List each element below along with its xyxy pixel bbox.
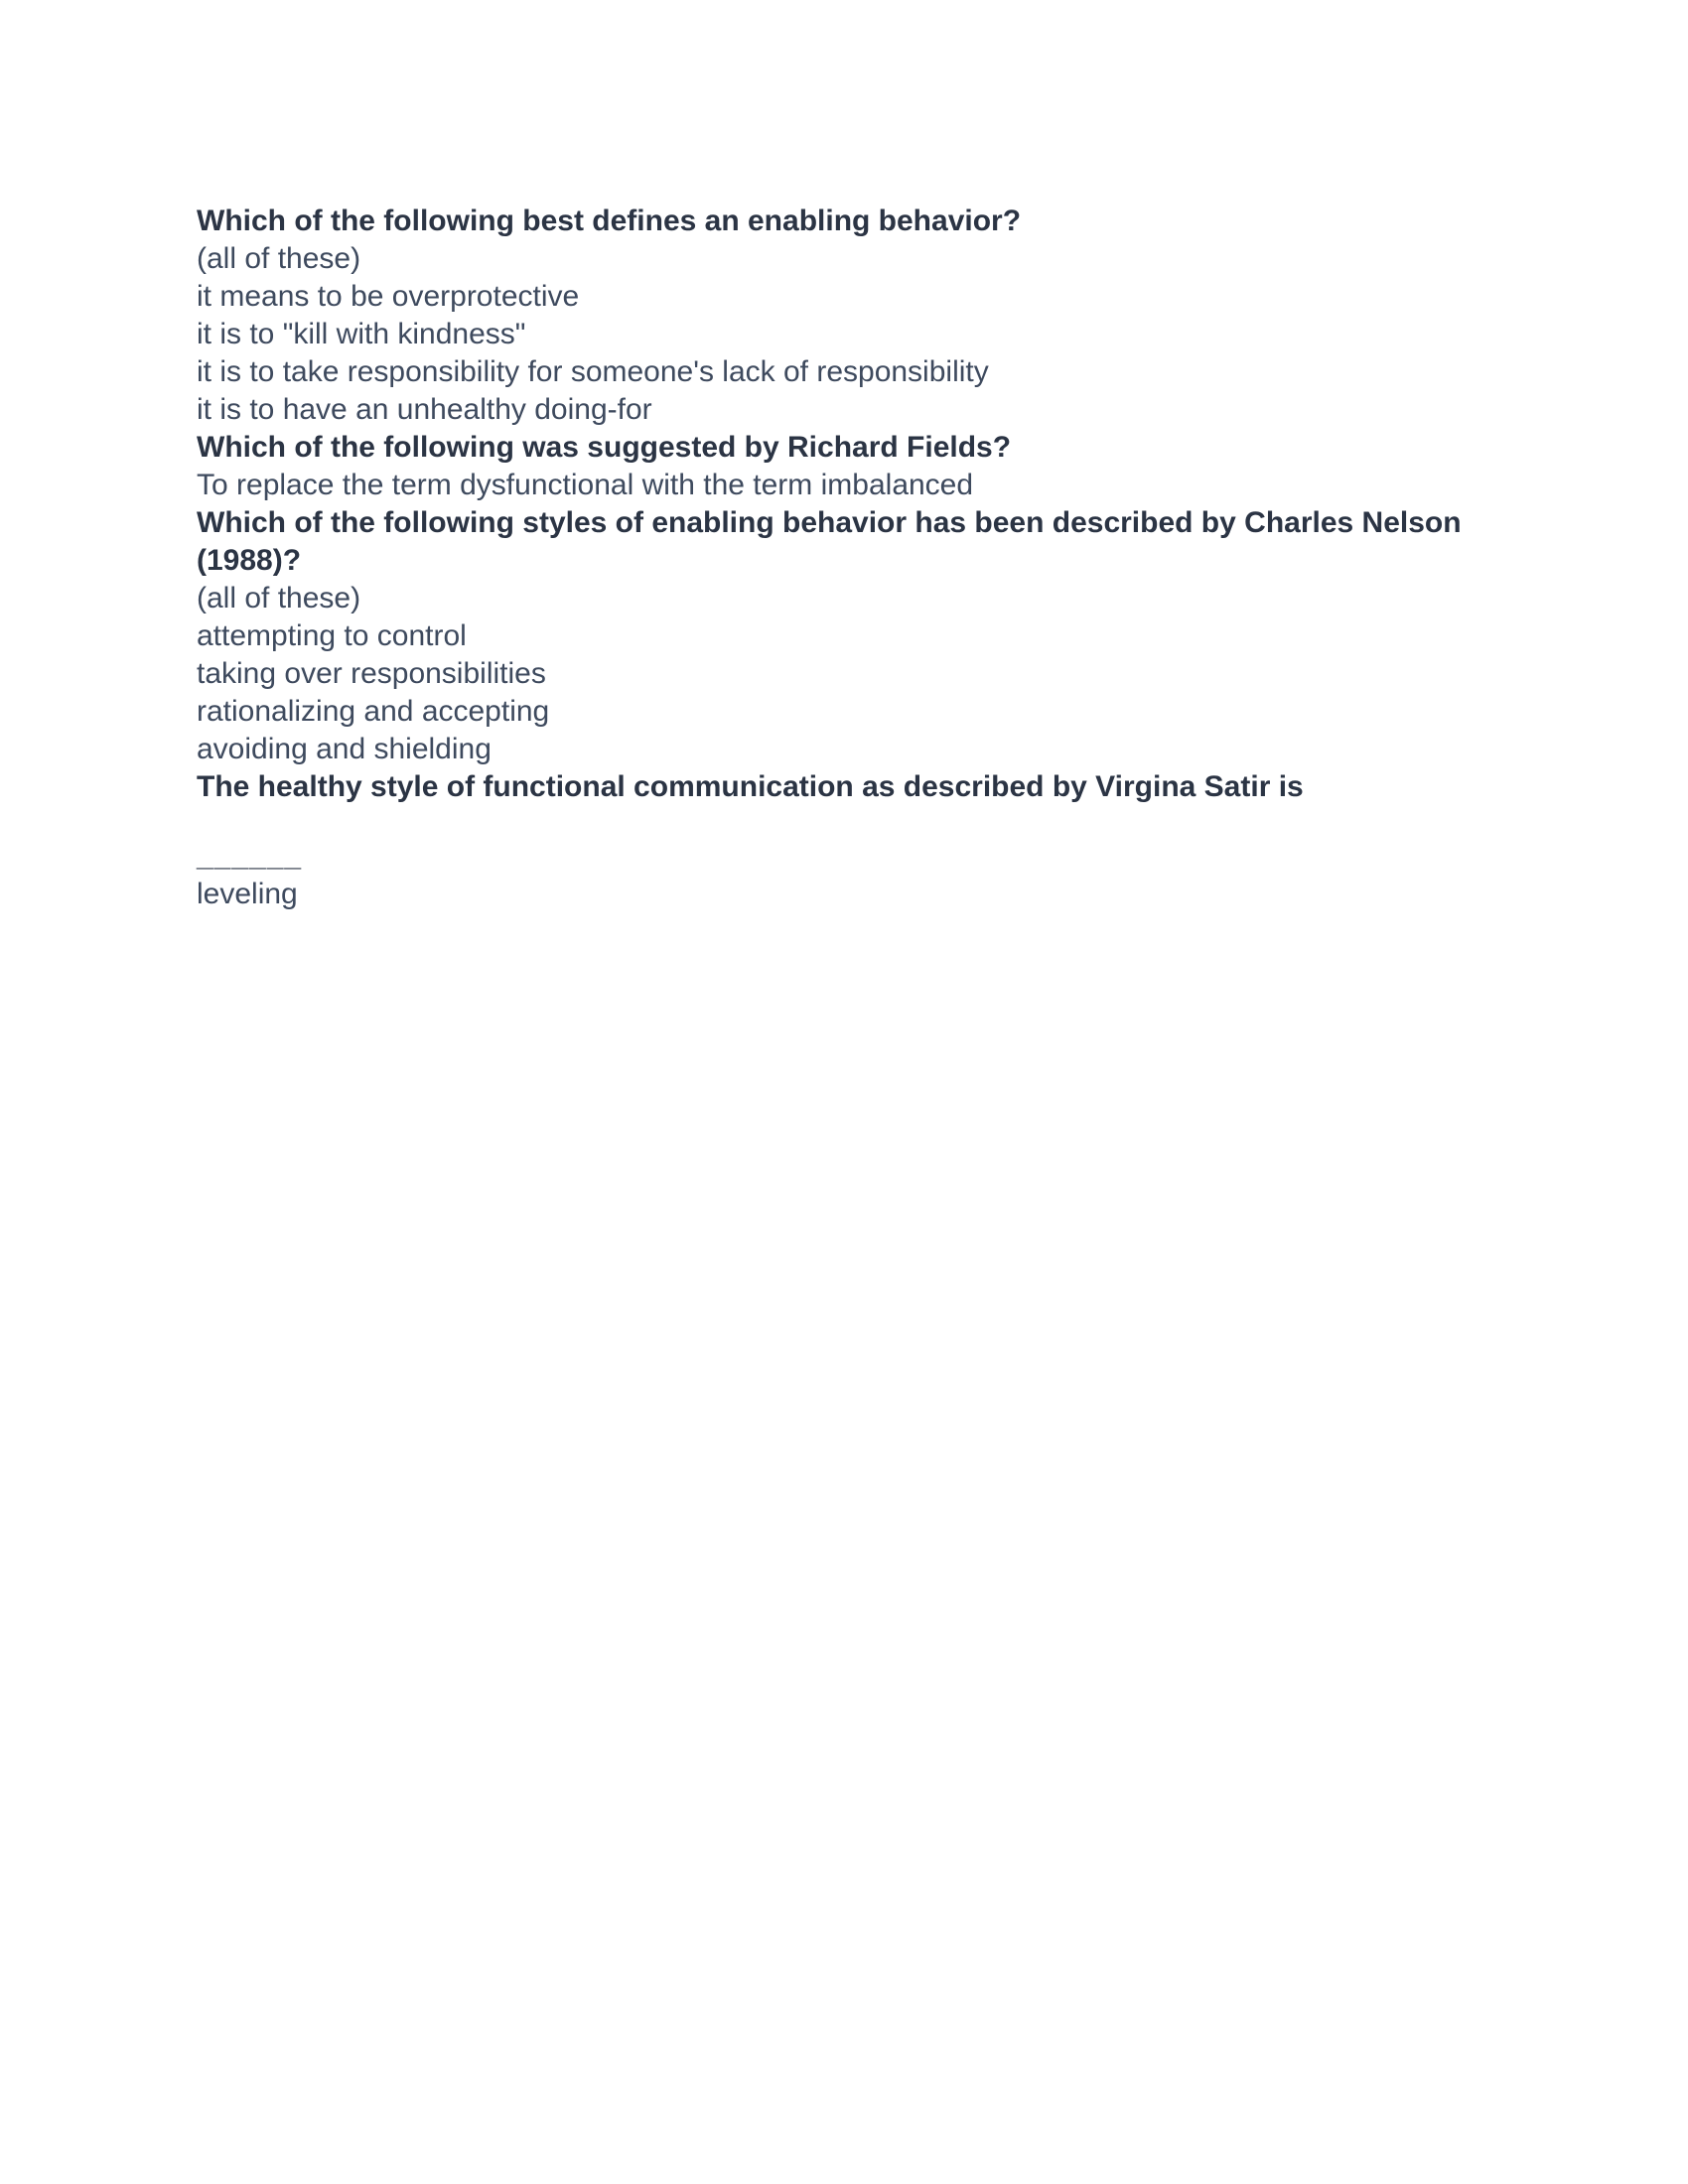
question-3-answer-5: avoiding and shielding <box>197 733 492 765</box>
question-3-answer-2: attempting to control <box>197 619 467 652</box>
question-4-answer-1: leveling <box>197 878 298 910</box>
question-1-answer-2: it means to be overprotective <box>197 280 580 313</box>
question-3-answer-4: rationalizing and accepting <box>197 695 550 728</box>
question-1-answer-5: it is to have an unhealthy doing-for <box>197 393 652 426</box>
question-1-answer-3: it is to "kill with kindness" <box>197 318 526 350</box>
question-1-heading: Which of the following best defines an enabling behavior? <box>197 205 1022 237</box>
question-4-blank-line: ______ <box>197 840 303 873</box>
question-4-heading <box>197 768 1499 876</box>
question-3-answer-1: (all of these) <box>197 582 361 614</box>
question-4-text: The healthy style of functional communication as described by Virgina Satir is <box>197 770 1304 803</box>
question-3-heading: Which of the following styles of enabling behavior has been described by Charles Nelson (1988)? <box>197 506 1462 577</box>
question-1-answer-4: it is to take responsibility for someone's lack of responsibility <box>197 355 989 388</box>
question-2-answer-1: To replace the term dysfunctional with the term imbalanced <box>197 469 974 501</box>
question-2-heading: Which of the following was suggested by Richard Fields? <box>197 431 1012 464</box>
question-1-answer-1: (all of these) <box>197 242 361 275</box>
question-3-answer-3: taking over responsibilities <box>197 657 546 690</box>
